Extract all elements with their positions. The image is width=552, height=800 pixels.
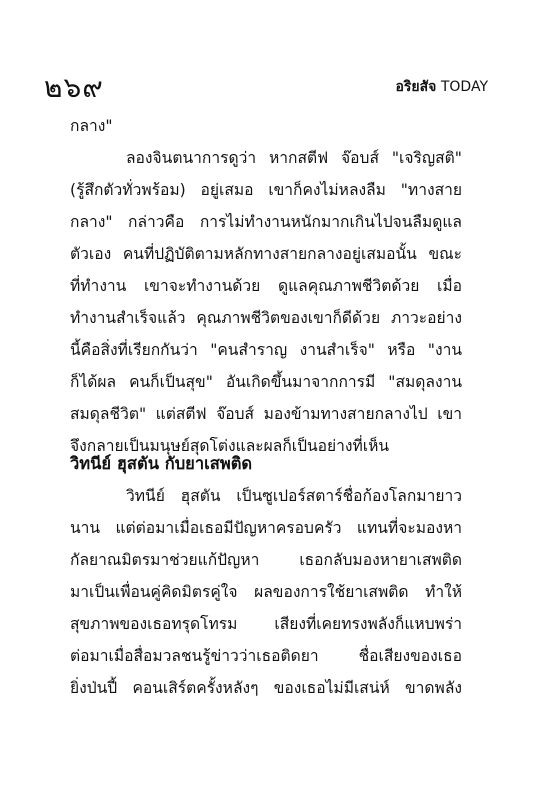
paragraph-continuation — [70, 110, 462, 142]
text-line: สุขภาพของเธอทรุดโทรม เสียงที่เคยทรงพลังก็แหบพร่า — [70, 615, 462, 633]
section-heading: วิทนีย์ ฮุสตัน กับยาเสพติด — [70, 454, 253, 473]
running-header-title-th: อริยสัจ — [395, 79, 437, 95]
text-line: ที่ทำงาน เขาจะทำงานด้วย ดูแลคุณภาพชีวิตด้วย เมื่อ — [70, 277, 462, 295]
text-line: กลาง" — [70, 117, 113, 135]
text-line: สมดุลชีวิต" แต่สตีฟ จ๊อบส์ มองข้ามทางสายกลางไป เขา — [70, 405, 462, 423]
text-line: นาน แต่ต่อมาเมื่อเธอมีปัญหาครอบครัว แทนที่จะมองหา — [70, 519, 462, 537]
text-line: กลาง" กล่าวคือ การไม่ทำงานหนักมากเกินไปจนลืมดูแล — [70, 213, 462, 231]
text-line: ก็ได้ผล คนก็เป็นสุข" อันเกิดขึ้นมาจากการมี "สมดุลงาน — [70, 373, 462, 391]
text-line: ทำงานสำเร็จแล้ว คุณภาพชีวิตของเขาก็ดีด้วย ภาวะอย่าง — [70, 309, 462, 327]
text-line: นี้คือสิ่งที่เรียกกันว่า "คนสำราญ งานสำเร็จ" หรือ "งาน — [70, 341, 462, 359]
text-line: ตัวเอง คนที่ปฏิบัติตามหลักทางสายกลางอยู่เสมอนั้น ขณะ — [70, 245, 462, 263]
running-header-title-en: TODAY — [440, 79, 488, 95]
text-line: วิทนีย์ ฮุสตัน เป็นซูเปอร์สตาร์ชื่อก้องโลกมายาว — [126, 487, 462, 505]
text-line: จึงกลายเป็นมนุษย์สุดโต่งและผลก็เป็นอย่างที่เห็น — [70, 437, 390, 455]
paragraph-imagine — [70, 142, 462, 462]
paragraph-whitney — [70, 480, 462, 704]
text-line: กัลยาณมิตรมาช่วยแก้ปัญหา เธอกลับมองหายาเสพติด — [70, 551, 462, 569]
text-line: ต่อมาเมื่อสื่อมวลชนรู้ข่าวว่าเธอติดยา ชื่อเสียงของเธอ — [70, 647, 462, 665]
text-line: (รู้สึกตัวทั่วพร้อม) อยู่เสมอ เขาก็คงไม่หลงลืม "ทางสาย — [70, 181, 462, 199]
running-header — [396, 78, 489, 96]
text-line: ยิ่งป่นปี้ คอนเสิร์ตครั้งหลังๆ ของเธอไม่มีเสน่ห์ ขาดพลัง — [70, 679, 462, 697]
text-line: มาเป็นเพื่อนคู่คิดมิตรคู่ใจ ผลของการใช้ยาเสพติด ทำให้ — [70, 583, 462, 601]
text-line: ลองจินตนาการดูว่า หากสตีฟ จ๊อบส์ "เจริญสติ" — [126, 149, 462, 167]
page-number: ๒๖๙ — [44, 71, 104, 104]
